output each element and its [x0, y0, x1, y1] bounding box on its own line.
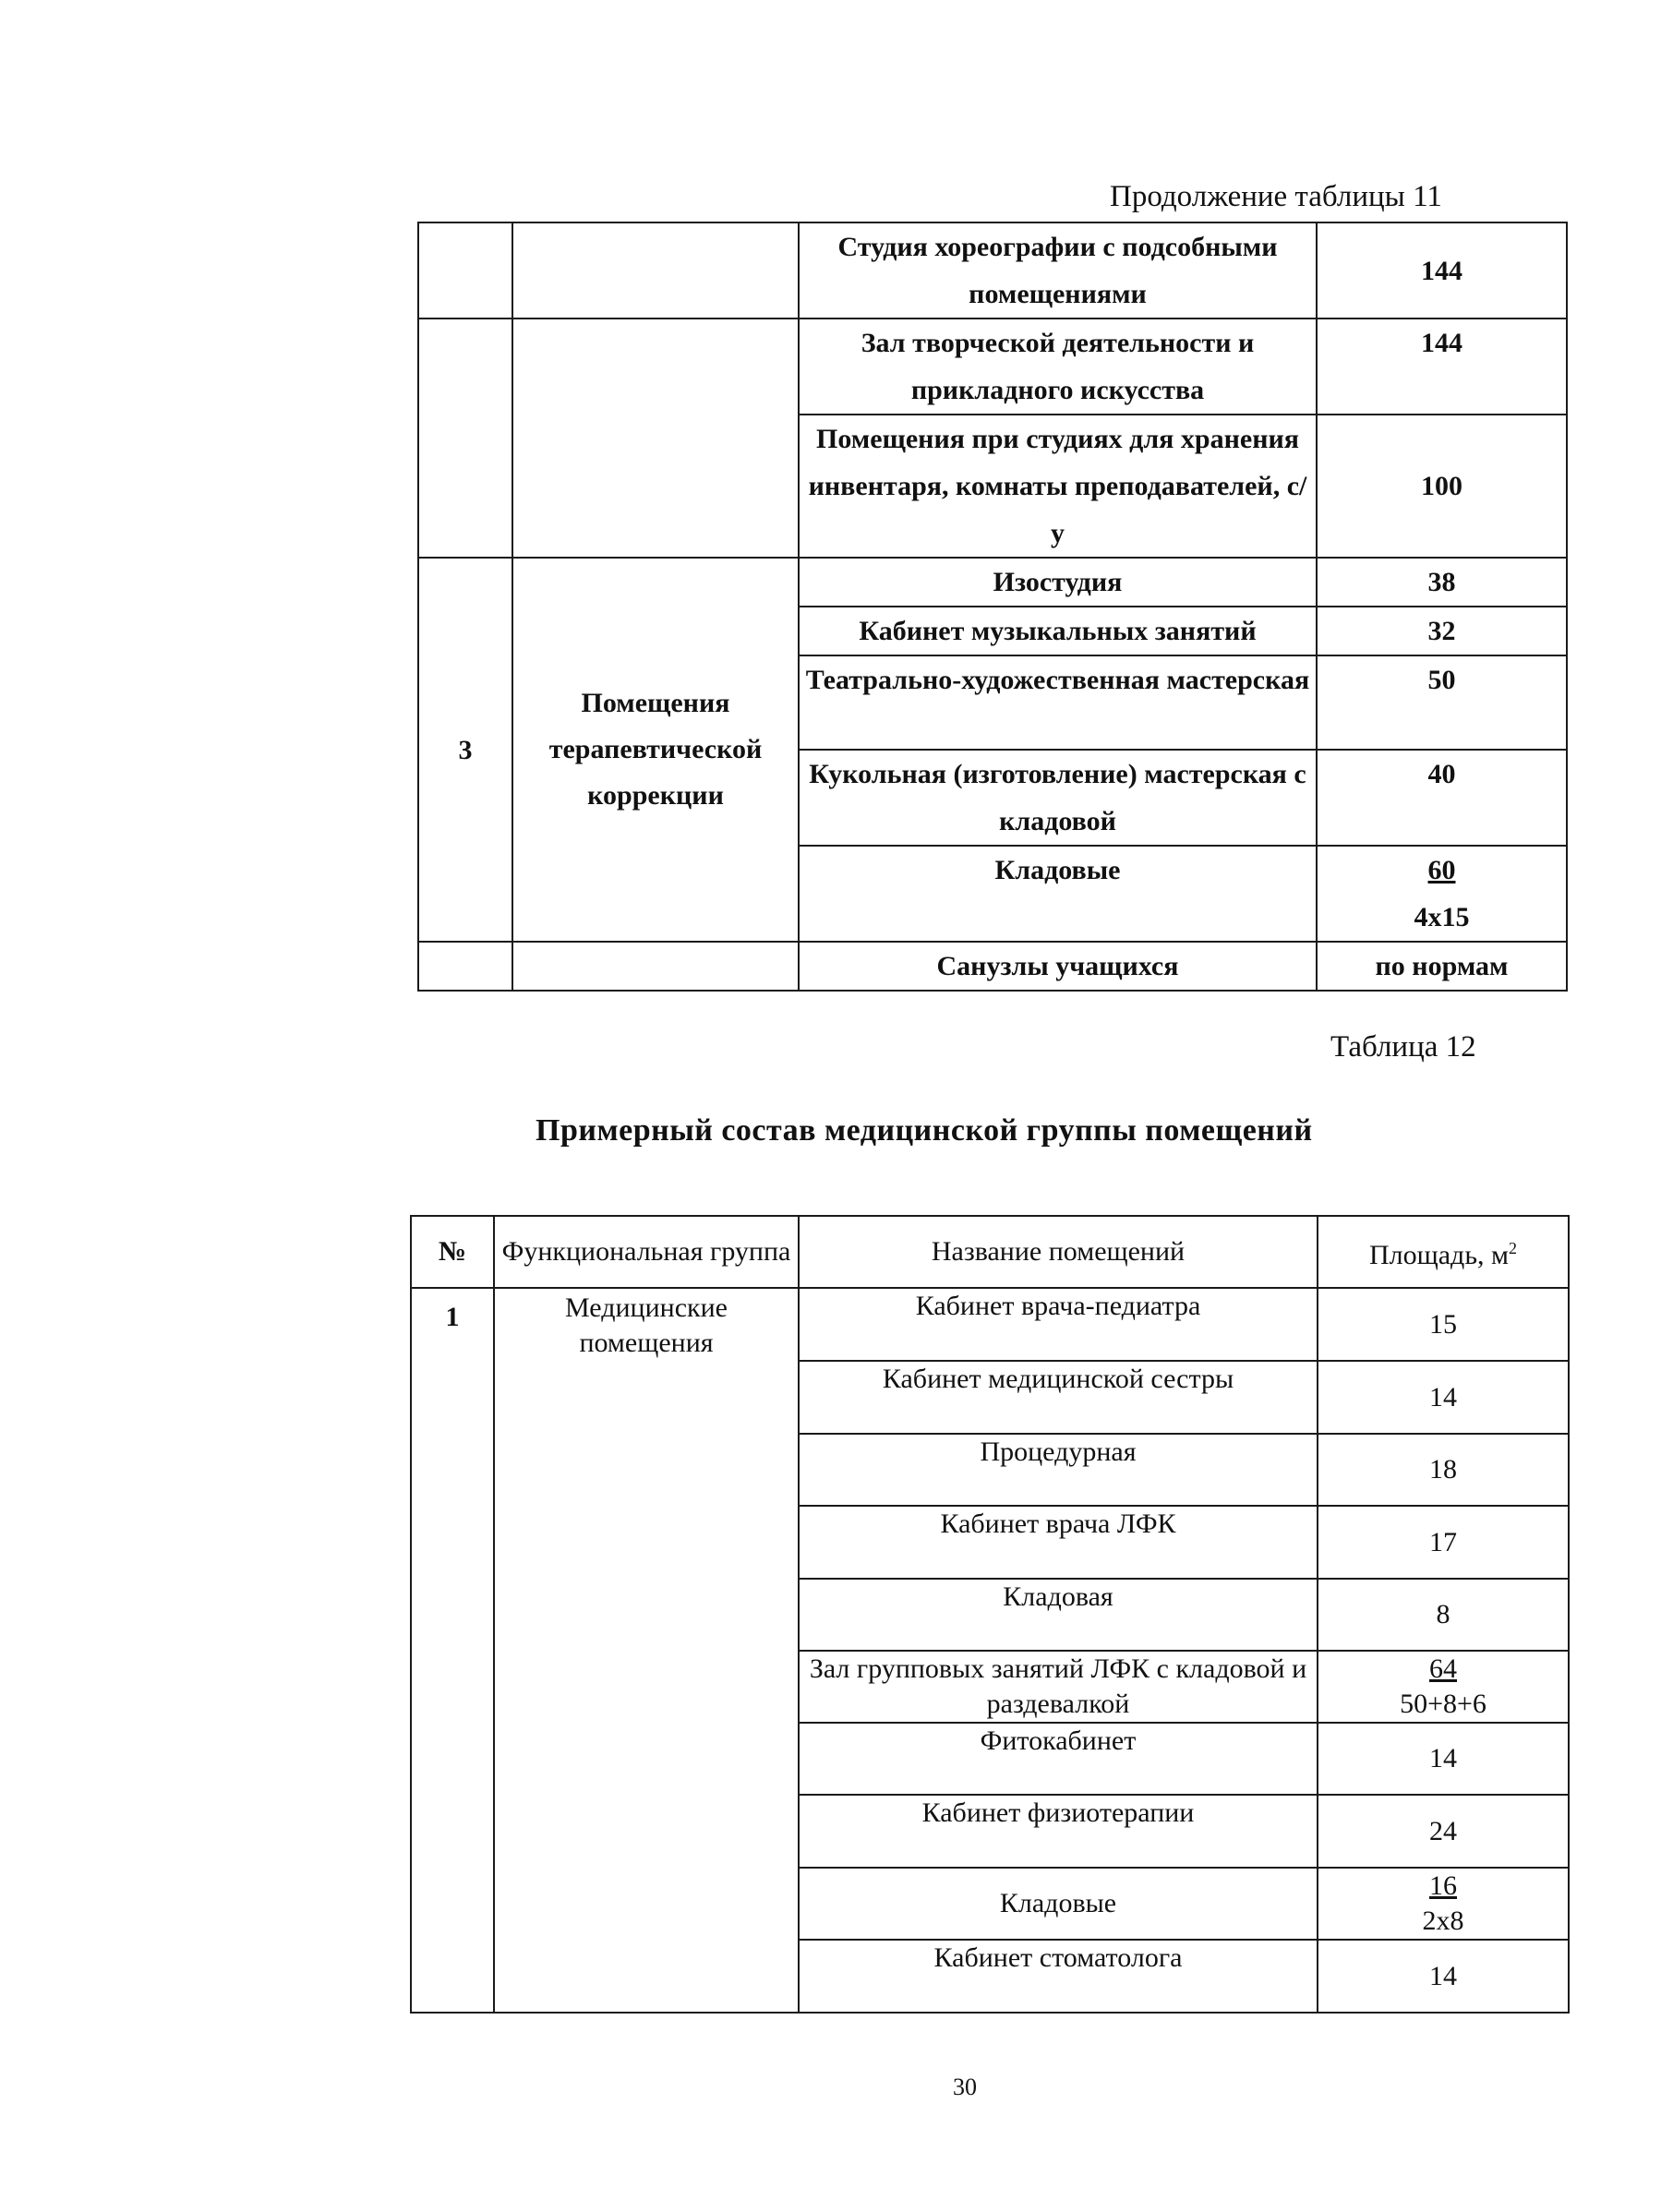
room-area-cell: 15 [1318, 1288, 1569, 1361]
room-name-cell: Кабинет музыкальных занятий [799, 607, 1317, 655]
table-12 [410, 1215, 1570, 2014]
room-area-cell: 50 [1317, 655, 1567, 750]
room-name-cell: Студия хореографии с подсобными помещениями [799, 222, 1317, 319]
header-area [1318, 1216, 1569, 1288]
room-name-cell: Зал творческой деятельности и прикладного искусства [799, 319, 1317, 415]
room-area-cell: 144 [1317, 319, 1567, 415]
table-row [418, 319, 1567, 415]
area-total: 64 [1429, 1653, 1457, 1684]
table-cell [512, 942, 799, 991]
room-area-cell: 24 [1318, 1795, 1569, 1868]
room-name-cell: Кукольная (изготовление) мастерская с кладовой [799, 750, 1317, 846]
table-11-continuation [417, 222, 1568, 992]
group-name-cell: Помещения терапевтической коррекции [512, 558, 799, 942]
header-number: № [411, 1216, 494, 1288]
table-cell [512, 415, 799, 558]
table-12-caption: Таблица 12 [1330, 1030, 1476, 1064]
continuation-caption: Продолжение таблицы 11 [1110, 180, 1442, 213]
group-number-cell: 1 [411, 1288, 494, 2013]
table-cell [418, 222, 512, 319]
room-area-cell: 14 [1318, 1361, 1569, 1434]
table-12-title: Примерный состав медицинской группы помещений [536, 1113, 1313, 1148]
table-row [418, 942, 1567, 991]
room-area-cell [1318, 1651, 1569, 1723]
room-area-cell: 14 [1318, 1723, 1569, 1795]
room-area-cell: 40 [1317, 750, 1567, 846]
table-cell [418, 415, 512, 558]
room-name-cell: Кабинет физиотерапии [799, 1795, 1318, 1868]
room-name-cell: Санузлы учащихся [799, 942, 1317, 991]
group-number-cell: 3 [418, 558, 512, 942]
page-number: 30 [953, 2074, 977, 2100]
table-cell [418, 319, 512, 415]
area-breakdown: 50+8+6 [1400, 1689, 1486, 1719]
table-row [418, 222, 1567, 319]
room-area-cell [1318, 1868, 1569, 1940]
room-name-cell: Театрально-художественная мастерская [799, 655, 1317, 750]
room-name-cell: Кабинет стоматолога [799, 1940, 1318, 2013]
room-area-cell: 18 [1318, 1434, 1569, 1506]
room-area-cell: по нормам [1317, 942, 1567, 991]
room-area-cell: 8 [1318, 1579, 1569, 1651]
room-area-cell: 38 [1317, 558, 1567, 607]
header-group: Функциональная группа [494, 1216, 799, 1288]
table-cell [512, 319, 799, 415]
table-header-row [411, 1216, 1569, 1288]
room-name-cell: Зал групповых занятий ЛФК с кладовой и раздевалкой [799, 1651, 1318, 1723]
header-area-label: Площадь, м [1369, 1240, 1509, 1270]
room-name-cell: Кладовые [799, 1868, 1318, 1940]
room-area-cell: 14 [1318, 1940, 1569, 2013]
table-cell [418, 942, 512, 991]
room-name-cell: Кладовая [799, 1579, 1318, 1651]
table-row [418, 558, 1567, 607]
area-total: 16 [1429, 1870, 1457, 1901]
room-name-cell: Кабинет врача-педиатра [799, 1288, 1318, 1361]
area-total: 60 [1427, 855, 1456, 885]
table-row [418, 415, 1567, 558]
room-name-cell: Кладовые [799, 846, 1317, 942]
room-name-cell: Процедурная [799, 1434, 1318, 1506]
room-name-cell: Кабинет врача ЛФК [799, 1506, 1318, 1579]
header-area-superscript: 2 [1508, 1239, 1517, 1257]
room-name-cell: Изостудия [799, 558, 1317, 607]
room-area-cell: 32 [1317, 607, 1567, 655]
room-name-cell: Помещения при студиях для хранения инвентаря, комнаты преподавателей, с/у [799, 415, 1317, 558]
area-breakdown: 4x15 [1414, 902, 1470, 932]
room-name-cell: Кабинет медицинской сестры [799, 1361, 1318, 1434]
room-area-cell: 144 [1317, 222, 1567, 319]
table-row [411, 1288, 1569, 1361]
group-name-cell: Медицинские помещения [494, 1288, 799, 2013]
room-name-cell: Фитокабинет [799, 1723, 1318, 1795]
table-cell [512, 222, 799, 319]
header-name: Название помещений [799, 1216, 1318, 1288]
area-breakdown: 2x8 [1422, 1905, 1464, 1936]
room-area-cell: 100 [1317, 415, 1567, 558]
room-area-cell: 17 [1318, 1506, 1569, 1579]
room-area-cell [1317, 846, 1567, 942]
